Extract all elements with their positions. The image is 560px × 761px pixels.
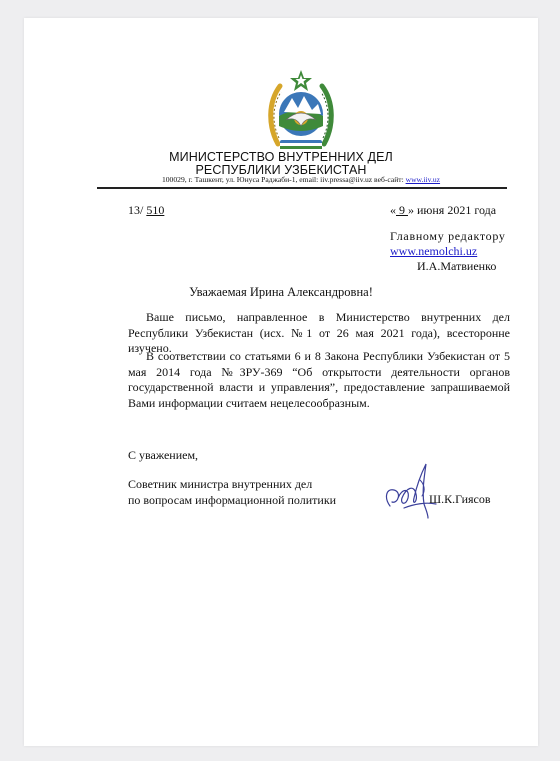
number-value: 510 (146, 203, 165, 217)
letter-date (390, 203, 496, 218)
closing-regards: С уважением, (128, 448, 199, 462)
outgoing-number (128, 203, 164, 218)
website-link[interactable]: www.iiv.uz (405, 175, 441, 184)
signatory-name: Ш.К.Гиясов (429, 492, 491, 506)
address-text: 100029, г. Ташкент, ул. Юнуса Раджаби-1, email: iiv.pressa@iiv.uz веб-сайт: (161, 175, 406, 184)
header-divider (97, 187, 507, 189)
signatory-position-line2: по вопросам информационной политики (128, 493, 337, 507)
date-open: « (390, 203, 396, 217)
recipient-name: И.А.Матвиенко (417, 259, 497, 273)
letter-page (24, 18, 538, 746)
state-emblem (266, 66, 336, 156)
ministry-name-line2: РЕСПУБЛИКИ УЗБЕКИСТАН (195, 163, 367, 177)
body-paragraph-2: В соответствии со статьями 6 и 8 Закона Республики Узбекистан от 5 мая 2014 года №ЗРУ-369 “Об открытости деятельности органов государственной власти и управления”, предоставление запрашиваемой Вами информации считаем нецелесообразным. (128, 349, 510, 410)
date-day: 9 (396, 203, 408, 217)
salutation: Уважаемая Ирина Александровна! (189, 285, 373, 299)
ministry-address (97, 175, 505, 184)
date-rest: » июня 2021 года (408, 203, 497, 217)
handwritten-signature (380, 458, 440, 524)
signatory-position-line1: Советник министра внутренних дел (128, 477, 313, 491)
ministry-name-line1: МИНИСТЕРСТВО ВНУТРЕННИХ ДЕЛ (169, 150, 393, 164)
number-prefix: 13/ (128, 203, 147, 217)
recipient-title: Главному редактору (390, 229, 506, 243)
body-paragraph-1: Ваше письмо, направленное в Министерство внутренних дел Республики Узбекистан (исх. №1 от 26 мая 2021 года), всесторонне изучено. (128, 310, 510, 356)
recipient-website-link[interactable]: www.nemolchi.uz (390, 244, 478, 258)
